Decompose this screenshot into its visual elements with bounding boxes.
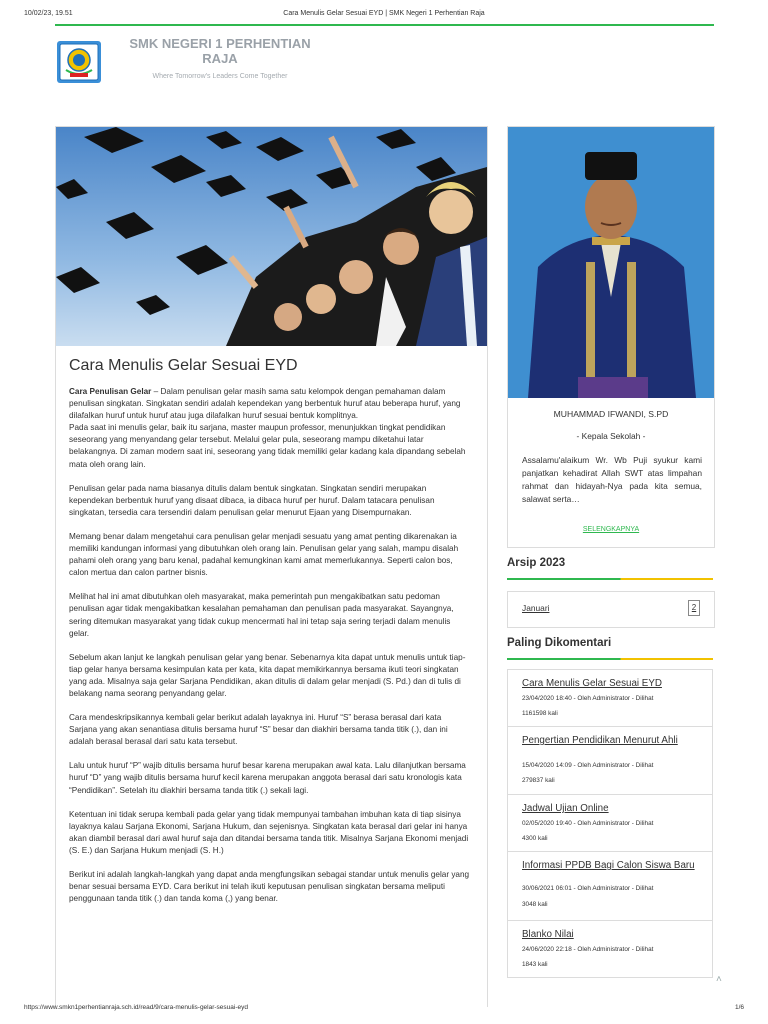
popular-post-meta: 02/05/2020 19:40 - Oleh Administrator - Dilihat (522, 820, 654, 827)
popular-post-views: 4300 kali (522, 835, 548, 842)
list-item (507, 794, 713, 852)
archive-underline (507, 578, 713, 580)
popular-post-meta: 30/06/2021 06:01 - Oleh Administrator - Dilihat (522, 885, 654, 892)
article-paragraph: Lalu untuk huruf “P” wajib ditulis bersama huruf besar karena merupakan awal kata. Lalu dilanjutkan bersama huruf “D” yang wajib ditulis bersama huruf kecil karena merupakan anggota berasal dari satu kronologis kata “Pendidikan”. Setelah itu diakhiri bersama tanda titik (.) sekali lagi. (69, 761, 466, 795)
archive-month-link[interactable]: Januari (522, 603, 550, 613)
print-header (0, 10, 768, 24)
popular-post-link[interactable]: Jadwal Ujian Online (522, 803, 609, 814)
popular-post-views: 1843 kali (522, 961, 548, 968)
print-page-number: 1/6 (734, 1004, 744, 1011)
popular-post-views: 279837 kali (522, 777, 555, 784)
popular-underline (507, 658, 713, 660)
popular-post-link[interactable]: Blanko Nilai (522, 929, 574, 940)
archive-count-badge[interactable]: 2 (688, 600, 700, 616)
article-body (69, 386, 471, 917)
principal-name: MUHAMMAD IFWANDI, S.PD (553, 409, 669, 419)
popular-post-views: 1161598 kali (522, 710, 558, 717)
principal-card (507, 126, 715, 548)
lead-bold: Cara Penulisan Gelar (69, 387, 152, 396)
print-date: 10/02/23, 19.51 (24, 10, 73, 17)
hero-image (56, 127, 487, 346)
archive-heading: Arsip 2023 (507, 557, 566, 569)
archive-list (507, 591, 715, 628)
lead-text-2: Pada saat ini menulis gelar, baik itu sarjana, master maupun professor, menunjukkan tingkat pendidikan seseorang yang menyandang gelar tersebut. Melalui gelar pula, seseorang mampu diketahui latar belakangnya. Di zaman modern saat ini, seseorang yang tidak memiliki gelar kadang kala dipandang sebelah mata oleh orang lain. (69, 423, 466, 469)
principal-role: - Kepala Sekolah - (576, 431, 646, 441)
article-title: Cara Menulis Gelar Sesuai EYD (69, 357, 298, 374)
list-item (507, 851, 713, 921)
popular-post-link[interactable]: Cara Menulis Gelar Sesuai EYD (522, 678, 662, 689)
site-tagline: Where Tomorrow's Leaders Come Together (152, 73, 288, 80)
school-logo-icon[interactable] (56, 40, 102, 84)
popular-post-meta: 23/04/2020 18:40 - Oleh Administrator - Dilihat (522, 695, 654, 702)
principal-photo (508, 127, 714, 398)
article-card (55, 126, 488, 1007)
article-paragraph: Cara mendeskripsikannya kembali gelar berikut adalah layaknya ini. Huruf “S” berasa berasal dari kata Sarjana yang akan senantiasa ditulis bersama huruf “S” besar dan diakhiri bersama tanda titik (.), dan ini adalah berasal berasal dari satu kata tersebut. (69, 713, 448, 747)
lead-text: – Dalam penulisan gelar masih sama satu kelompok dengan pemahaman dalam penulisan singkatan. Singkatan sendiri adalah kependekan yang berbentuk huruf atau beberapa huruf, yang dilafalkan huruf untuk huruf atau juga dilafalkan huruf sesuai bentuk komplitnya. (69, 387, 461, 421)
list-item (507, 726, 713, 795)
article-paragraph: Penulisan gelar pada nama biasanya ditulis dalam bentuk singkatan. Singkatan sendiri merupakan kependekan berbentuk huruf yang disaat dibaca, ia dibaca huruf per huruf. Dalam tatacara penulisan singkatan, tersedia cara tersendiri dalam penulisan gelar menurut Ejaan yang Disempurnakan. (69, 483, 435, 517)
print-page-title: Cara Menulis Gelar Sesuai EYD | SMK Negeri 1 Perhentian Raja (283, 10, 485, 17)
popular-heading: Paling Dikomentari (507, 637, 612, 649)
article-paragraph: Memang benar dalam mengetahui cara penulisan gelar menjadi sesuatu yang amat penting dikarenakan ia memiliki kandungan informasi yang dibutuhkan oleh orang lain. Penulisan gelar yang salah, mampu disalah pahami oleh orang yang baru kenal, padahal kemungkinan kami amat memerlukannya. Seperti calon bos, calon mertua dan calon partner bisnis. (69, 531, 459, 578)
scroll-to-top-icon[interactable]: ˄ (716, 974, 722, 985)
popular-post-link[interactable]: Pengertian Pendidikan Menurut Ahli (522, 735, 678, 746)
popular-post-meta: 24/06/2020 22:18 - Oleh Administrator - Dilihat (522, 946, 654, 953)
list-item (507, 920, 713, 978)
article-paragraph: Sebelum akan lanjut ke langkah penulisan gelar yang benar. Sebenarnya kita dapat untuk menulis untuk tiap-tiap gelar hanya bersama kesimpulan kata per kata, kita dapat memikirkannya bersama ikuti teori singkatan yang ada. Misalnya saja gelar Sarjana Pendidikan, akan ditulis di dalam gelar menjadi (S. Pd.) dan di tulis di belakang nama seorang penyandang gelar. (69, 652, 466, 698)
popular-post-link[interactable]: Informasi PPDB Bagi Calon Siswa Baru (522, 860, 695, 871)
article-paragraph: Ketentuan ini tidak serupa kembali pada gelar yang tidak mempunyai tambahan imbuhan kata di tiap sisinya layaknya kalau Sarjana Ekonomi, Sarjana Hukum, dan sejenisnya. Singkatan kata berasal dari gelar ini hanya akan diambil berasal dari awal huruf saja dan ditandai bersama tanda titik. Misalnya Sarjana Ekonomi menjadi (S. E.) dan Sarjana Hukum menjadi (S. H.) (69, 809, 469, 855)
article-paragraph: Berikut ini adalah langkah-langkah yang dapat anda mengfungsikan sebagai standar untuk menulis gelar yang benar sesuai bersama EYD. Cara berikut ini telah ikuti keputusan penulisan singkatan bersama meliputi penggunaan tanda titik (.) dan tanda koma (,) yang benar. (69, 870, 470, 904)
article-paragraph: Melihat hal ini amat dibutuhkan oleh masyarakat, maka pemerintah pun mengakibatkan satu pedoman penulisan agar tidak mengakibatkan kesalahan pemahaman dan penulisan pada masyarakat. Sayangnya, sering ditemukan masyarakat yang tidak cukup mencermati hal ini tetap saja sering terjadi dalam menulis gelar. (69, 592, 454, 638)
article-paragraph (69, 386, 471, 471)
read-more-link[interactable]: SELENGKAPNYA (582, 526, 640, 533)
list-item (507, 669, 713, 727)
site-title[interactable]: SMK NEGERI 1 PERHENTIAN RAJA (129, 36, 311, 66)
popular-post-meta: 15/04/2020 14:09 - Oleh Administrator - Dilihat (522, 762, 654, 769)
header-accent-line (55, 24, 714, 26)
principal-welcome-text: Assalamu'alaikum Wr. Wb Puji syukur kami panjatkan kehadirat Allah SWT atas limpahan rahmat dan hidayah-Nya pada kita semua, salawat serta… (522, 455, 702, 504)
print-url: https://www.smkn1perhentianraja.sch.id/read/9/cara-menulis-gelar-sesuai-eyd (24, 1004, 248, 1011)
popular-post-views: 3048 kali (522, 901, 548, 908)
